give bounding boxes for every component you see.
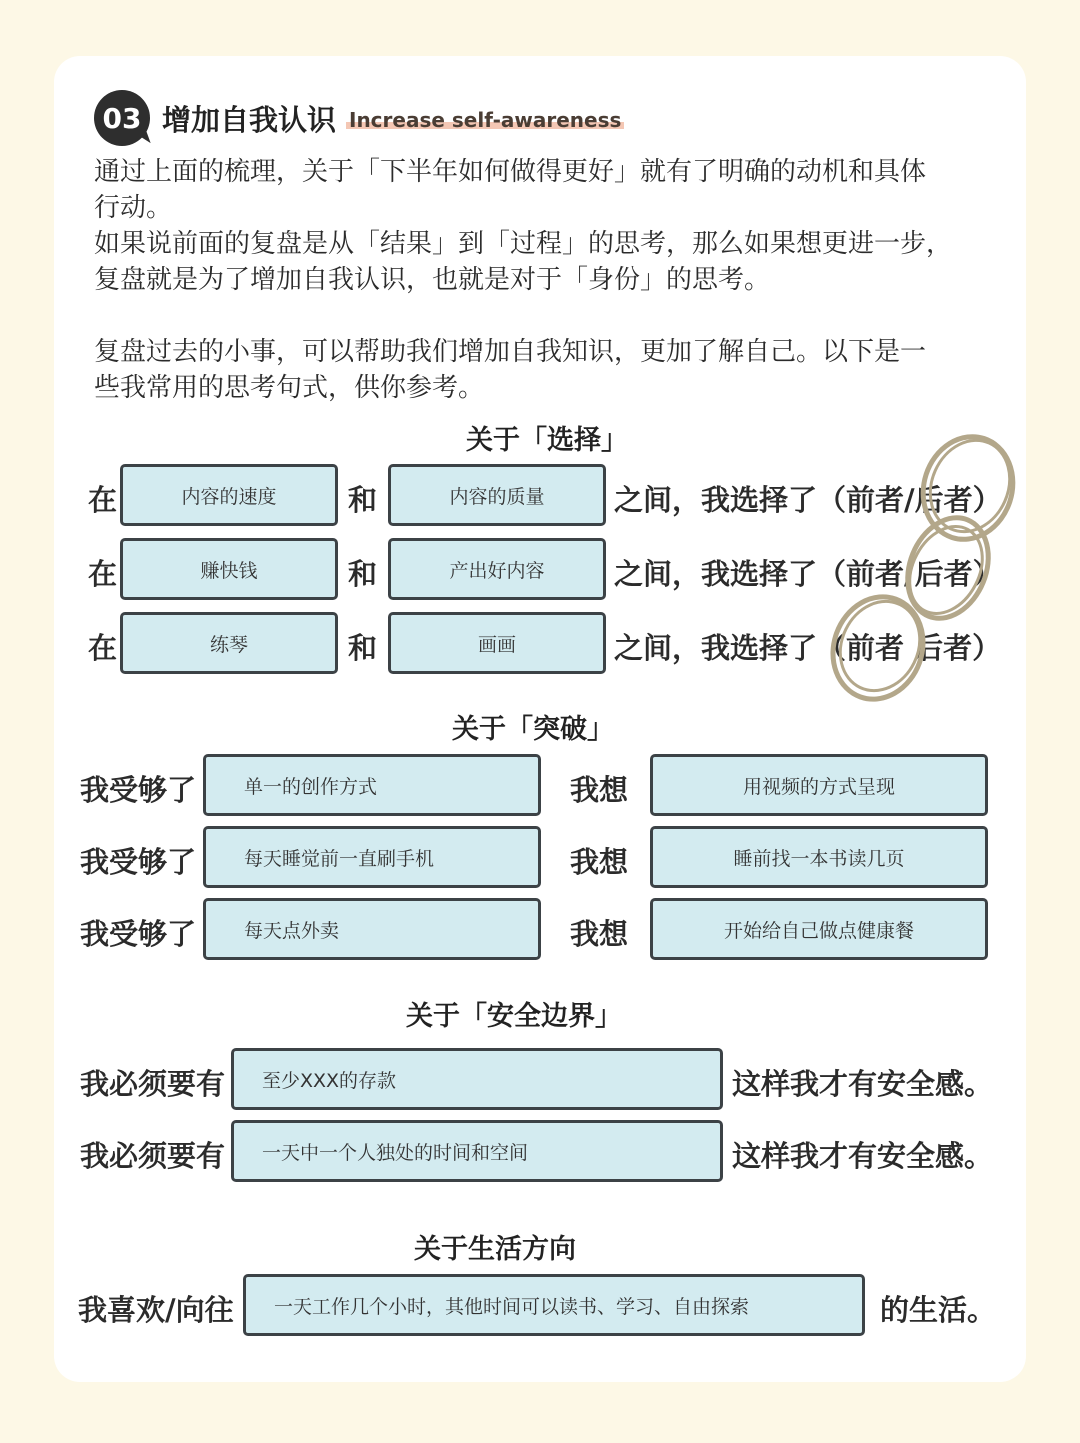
choice-row-2-pre: 在 [88, 557, 118, 591]
choice-row-2-post: 之间，我选择了（前者/后者） [614, 557, 1002, 591]
life-direction: 一天工作几个小时，其他时间可以读书、学习、自由探索 [243, 1274, 865, 1336]
intro-line-4: 复盘就是为了增加自我认识，也就是对于「身份」的思考。 [94, 265, 771, 295]
safety-row-1-pre: 我必须要有 [80, 1067, 226, 1101]
breakthrough-row-2-want: 睡前找一本书读几页 [650, 826, 988, 888]
choice-row-3-option-a: 练琴 [120, 612, 338, 674]
safety-heading: 关于「安全边界」 [406, 1001, 622, 1032]
choice-row-2-option-a: 赚快钱 [120, 538, 338, 600]
intro-line-6: 些我常用的思考句式，供你参考。 [94, 373, 485, 403]
breakthrough-row-2-pre: 我受够了 [80, 845, 197, 879]
choice-row-2-option-b: 产出好内容 [388, 538, 606, 600]
choice-row-1-post: 之间，我选择了（前者/后者） [614, 483, 1002, 517]
safety-row-1-post: 这样我才有安全感。 [732, 1067, 994, 1101]
breakthrough-row-1-pre: 我受够了 [80, 773, 197, 807]
choice-row-1-option-a: 内容的速度 [120, 464, 338, 526]
breakthrough-heading: 关于「突破」 [452, 714, 614, 745]
choice-row-3-post: 之间，我选择了（前者 后者） [614, 631, 1002, 665]
breakthrough-row-1-mid: 我想 [570, 773, 629, 807]
breakthrough-row-3-mid: 我想 [570, 917, 629, 951]
choice-row-1-pre: 在 [88, 483, 118, 517]
choice-heading: 关于「选择」 [466, 425, 628, 456]
choice-row-3-option-b: 画画 [388, 612, 606, 674]
choice-row-1-option-b: 内容的质量 [388, 464, 606, 526]
section-number-badge: 03 [94, 90, 150, 146]
hand-drawn-circle-marks [820, 430, 1020, 710]
breakthrough-row-2-fed-up: 每天睡觉前一直刷手机 [203, 826, 541, 888]
safety-row-2-pre: 我必须要有 [80, 1139, 226, 1173]
choice-row-1-mid: 和 [348, 483, 378, 517]
safety-row-1-requirement: 至少XXX的存款 [231, 1048, 723, 1110]
life-heading: 关于生活方向 [414, 1234, 576, 1265]
breakthrough-row-1-fed-up: 单一的创作方式 [203, 754, 541, 816]
breakthrough-row-3-fed-up: 每天点外卖 [203, 898, 541, 960]
breakthrough-row-2-mid: 我想 [570, 845, 629, 879]
choice-row-2-mid: 和 [348, 557, 378, 591]
breakthrough-row-1-want: 用视频的方式呈现 [650, 754, 988, 816]
intro-line-3: 如果说前面的复盘是从「结果」到「过程」的思考，那么如果想更进一步， [94, 229, 953, 259]
life-pre: 我喜欢/向往 [78, 1293, 234, 1327]
safety-row-2-post: 这样我才有安全感。 [732, 1139, 994, 1173]
intro-line-2: 行动。 [94, 193, 173, 223]
choice-row-3-mid: 和 [348, 631, 378, 665]
breakthrough-row-3-want: 开始给自己做点健康餐 [650, 898, 988, 960]
breakthrough-row-3-pre: 我受够了 [80, 917, 197, 951]
choice-row-3-pre: 在 [88, 631, 118, 665]
intro-line-5: 复盘过去的小事，可以帮助我们增加自我知识，更加了解自己。以下是一 [94, 337, 927, 367]
section-subtitle-en: Increase self-awareness [346, 108, 624, 132]
section-title: 增加自我认识 [162, 103, 337, 137]
safety-row-2-requirement: 一天中一个人独处的时间和空间 [231, 1120, 723, 1182]
intro-line-1: 通过上面的梳理，关于「下半年如何做得更好」就有了明确的动机和具体 [94, 157, 927, 187]
life-post: 的生活。 [880, 1293, 997, 1327]
